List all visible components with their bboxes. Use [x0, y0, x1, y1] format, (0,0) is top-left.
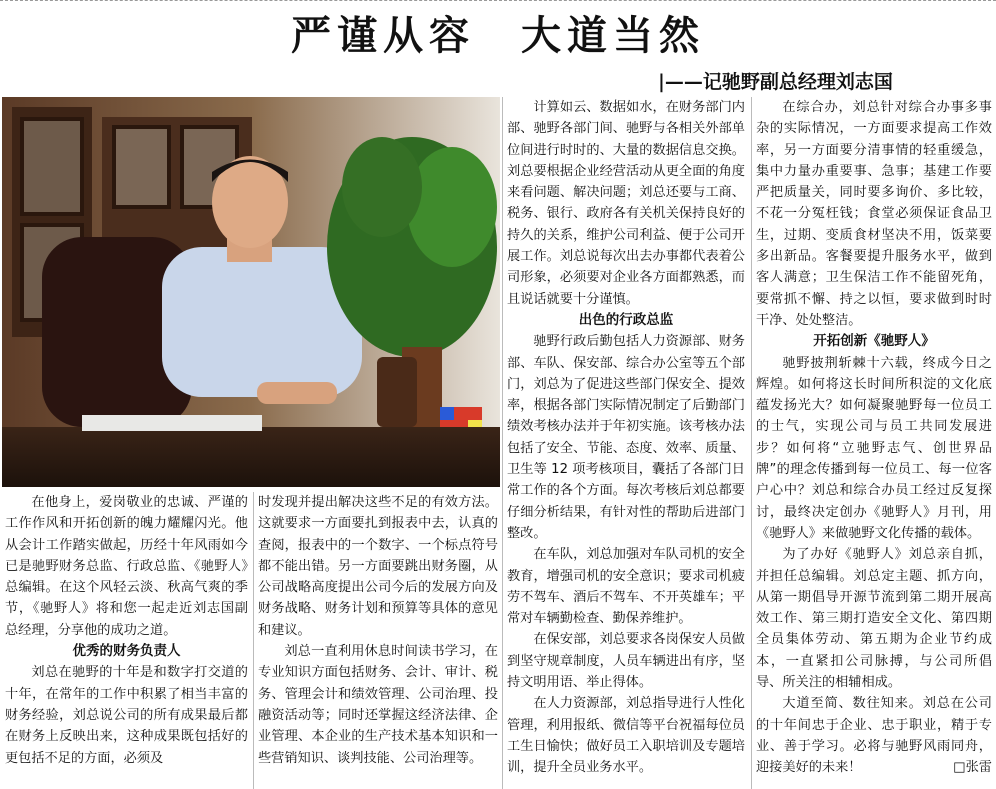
column-divider — [751, 97, 752, 789]
paragraph: 在人力资源部，刘总指导进行人性化管理，利用报纸、微信等平台祝福每位员工生日愉快；做好员工入职培训及专题培训，提升全员业务水平。 — [507, 696, 745, 776]
closing-text: 大道至简、数往知来。刘总在公司的十年间忠于企业、忠于职业，精于专业、善于学习。必将与驰野风雨同舟，迎接美好的未来！ — [756, 696, 992, 776]
paragraph: 在保安部，刘总要求各岗保安人员做到坚守规章制度，人员车辆进出有序，坚持文明用语、举止得体。 — [507, 632, 745, 691]
article-subtitle: |——记驰野副总经理刘志国 — [658, 71, 893, 93]
paragraph: 时发现并提出解决这些不足的有效方法。这就要求一方面要扎到报表中去，认真的查阅，报表中的一个数字、一个标点符号都不能出错。另一方面要跳出财务圈，从公司战略高度提出公司今后的发展方向及财务战略、财务计划和预算等具体的意见和建议。 — [258, 495, 498, 638]
office-portrait-image — [2, 97, 500, 487]
paragraph: 驰野行政后勤包括人力资源部、财务部、车队、保安部、综合办公室等五个部门，刘总为了促进这些部门保安全、提效率，根据各部门实际情况制定了后勤部门绩效考核办法并于年初实施。该考核办法包括了安全、节能、态度、效率、质量、卫生等 12 项考核项目，囊括了各部门日常工作的各个方面。每次考核后刘总都要仔细分析结果，有针对性的帮助后进部门整改。 — [507, 334, 745, 541]
article-column-4 — [756, 97, 992, 789]
paragraph: 在综合办，刘总针对综合办事多事杂的实际情况，一方面要求提高工作效率，另一方面要分清事情的轻重缓急，集中力量办重要事、急事；基建工作要严把质量关，同时要多询价、多比较，不花一分冤枉钱；食堂必须保证食品卫生，过期、变质食材坚决不用，饭菜要多出新品。客餐要提升服务水平，做到客人满意；卫生保洁工作不能留死角，要常抓不懈、持之以恒，要求做到时时干净、处处整洁。 — [756, 100, 992, 328]
section-heading: 开拓创新《驰野人》 — [813, 333, 935, 350]
section-heading: 出色的行政总监 — [578, 311, 674, 328]
paragraph: 驰野披荆斩棘十六载，终成今日之辉煌。如何将这长时间所积淀的文化底蕴发扬光大？如何凝聚驰野每一位员工的士气，实现公司与员工共同发展进步？如何将“立驰野志气、创世界品牌”的理念传播到每一位员工、每一位客户心中？刘总和综合办员工经过反复探讨，最终决定创办《驰野人》月刊，用《驰野人》来做驰野文化传播的载体。 — [756, 355, 992, 541]
paragraph: 刘总一直利用休息时间读书学习，在专业知识方面包括财务、会计、审计、税务、管理会计和绩效管理、公司治理、投融资活动等；同时还掌握这经济法律、企业管理、本企业的生产技术基本知识和一些营销知识、谈判技能、公司治理等。 — [258, 644, 498, 766]
author-signature: □张雷 — [953, 760, 992, 776]
paragraph: 在车队，刘总加强对车队司机的安全教育，增强司机的安全意识；要求司机疲劳不驾车、酒后不驾车、不开英雄车；平常对车辆勤检查、勤保养维护。 — [507, 547, 745, 627]
article-column-3 — [507, 97, 745, 789]
paragraph: 刘总在驰野的十年是和数字打交道的十年，在常年的工作中积累了相当丰富的财务经验，刘总说公司的所有成果最后都在财务上反映出来，这种成果既包括好的更包括不足的方面，必须及 — [5, 665, 248, 766]
top-border — [0, 0, 996, 5]
article-column-1 — [5, 492, 248, 789]
article-title: 严谨从容 大道当然 — [291, 12, 705, 59]
column-divider — [253, 492, 254, 789]
paragraph: 为了办好《驰野人》刘总亲自抓，并担任总编辑。刘总定主题、抓方向，从第一期倡导开源节流到第二期开展高效工作、第三期打造安全文化、第四期全员集体劳动、第五期为企业节约成本，一直紧扣公司脉搏，与公司所倡导、所关注的相辅相成。 — [756, 547, 992, 691]
portrait-photo — [2, 97, 500, 487]
paragraph: 计算如云、数据如水，在财务部门内部、驰野各部门间、驰野与各相关外部单位间进行时时的、大量的数据信息交换。刘总要根据企业经营活动从更全面的角度来看问题、解决问题；刘总还要与工商、税务、银行、政府各有关机关保持良好的持久的关系，维护公司利益、便于公司开展工作。刘总说每次出去办事都代表着公司形象，必须要对企业各方面都熟悉，而且说话就要十分谨慎。 — [507, 100, 745, 307]
paragraph — [756, 693, 992, 778]
section-heading: 优秀的财务负责人 — [72, 643, 181, 660]
column-divider — [502, 97, 503, 789]
paragraph: 在他身上，爱岗敬业的忠诚、严谨的工作作风和开拓创新的魄力耀耀闪光。他从会计工作踏实做起，历经十年风雨如今已是驰野财务总监、行政总监、《驰野人》总编辑。在这个风轻云淡、秋高气爽的季节，《驰野人》将和您一起走近刘志国副总经理，分享他的成功之道。 — [5, 495, 248, 638]
article-column-2 — [258, 492, 498, 789]
